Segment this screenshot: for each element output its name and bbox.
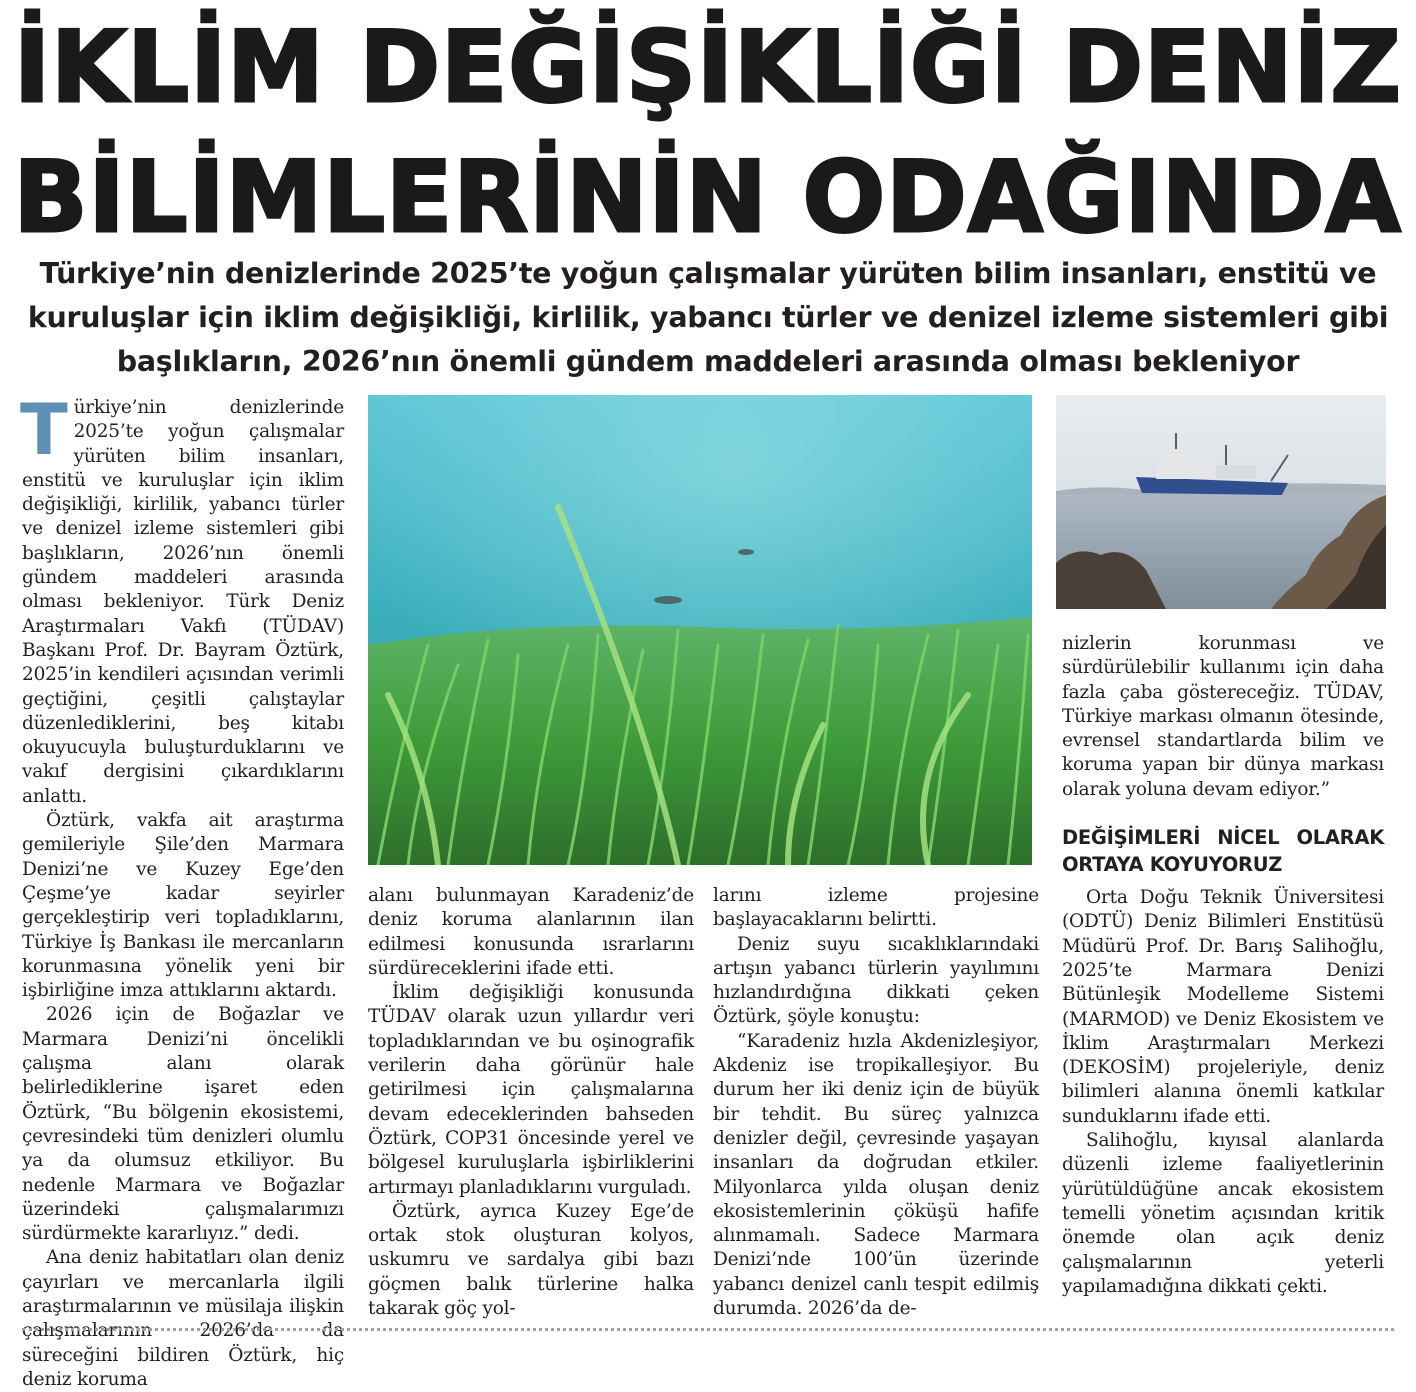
paragraph: 2026 için de Boğazlar ve Marmara Denizi’ni öncelikli çalışma alanı olarak belirlediklerine işaret eden Öztürk, “Bu bölgenin ekosistemi, çevresindeki tüm denizleri olumlu ya da olumsuz etkiliyor. Bu nedenle Marmara ve Boğazlar üzerindeki çalışmalarımızı sürdürmekte kararlıyız.” dedi. <box>22 1004 344 1245</box>
paragraph: “Karadeniz hızla Akdenizleşiyor, Akdeniz ise tropikalleşiyor. Bu durum her iki deniz için de büyük bir tehdit. Bu süreç yalnızca denizler değil, çevresinde yaşayan insanları da doğrudan etkiler. Milyonlarca yılda oluşan deniz ekosistemlerinin çöküşü hafife alınmamalı. Sadece Marmara Denizi’nde 100’ün üzerinde yabancı denizel canlı tespit edilmiş durumda. 2026’da de- <box>713 1030 1039 1320</box>
headline-line-2: BİLİMLERİNİN ODAĞINDA <box>13 141 1403 255</box>
paragraph: Öztürk, ayrıca Kuzey Ege’de ortak stok oluşturan kolyos, uskumru ve sardalya gibi bazı göçmen balık türlerine halka takarak göç yol- <box>368 1200 694 1320</box>
paragraph: alanı bulunmayan Karadeniz’de deniz koruma alanlarının ilan edilmesi konusunda ısrarlarını sürdüreceklerini ifade etti. <box>368 885 694 979</box>
paragraph: Ana deniz habitatları olan deniz çayırları ve mercanlarla ilgili araştırmalarının ve müsilaja ilişkin çalışmalarının 2026’da da süreceğini bildiren Öztürk, hiç deniz koruma <box>22 1247 344 1390</box>
drop-cap: T <box>20 389 68 471</box>
paragraph: Salihoğlu, kıyısal alanlarda düzenli izleme faaliyetlerinin yürütüldüğüne ancak ekosistem temelli yönetim açısından kritik önemde olan açık deniz çalışmalarının yeterli yapılamadığına dikkati çekti. <box>1062 1130 1384 1297</box>
article-column-1 <box>20 389 344 1392</box>
deck-line-3: başlıkların, 2026’nın önemli gündem maddeleri arasında olması bekleniyor <box>116 345 1300 378</box>
footer-divider <box>22 1328 1394 1331</box>
paragraph: Öztürk, vakfa ait araştırma gemileriyle Şile’den Marmara Denizi’ne ve Kuzey Ege’den Çeşme’ye kadar seyirler gerçekleştirip veri topladıklarını, Türkiye İş Bankası ile mercanların korunmasına yönelik yeni bir işbirliğine imza attıklarını aktardı. <box>22 810 344 1002</box>
seagrass-photo <box>368 395 1032 865</box>
headline-line-1: İKLİM DEĞİŞİKLİĞİ DENİZ <box>14 11 1402 125</box>
paragraph-text: ürkiye’nin denizlerinde 2025’te yoğun çalışmalar yürüten bilim insanları, enstitü ve kuruluşlar için iklim değişikliği, kirlilik, yabancı türler ve denizel izleme sistemleri gibi başlıkların, 2026’nın önemli gündem maddeleri arasında olması bekleniyor. Türk Deniz Araştırmaları Vakfı (TÜDAV) Başkanı Prof. Dr. Bayram Öztürk, 2025’in kendileri açısından verimli geçtiğini, çeşitli çalıştaylar düzenlediklerini, beş kitabı okuyucuyla buluşturduklarını ve vakıf dergisini çıkardıklarını anlattı. <box>22 397 344 807</box>
paragraph: İklim değişikliği konusunda TÜDAV olarak uzun yıllardır veri topladıklarından ve bu oşinografik verilerin daha görünür hale getirilmesi için çalışmalarına devam edeceklerinden bahseden Öztürk, COP31 öncesinde yerel ve bölgesel kuruluşlarla işbirliklerini artırmayı planladıklarını vurguladı. <box>368 982 694 1198</box>
section-subheading: DEĞİŞİMLERİ NİCEL OLARAK ORTAYA KOYUYORUZ <box>1062 826 1384 877</box>
deck-line-2: kuruluşlar için iklim değişikliği, kirlilik, yabancı türler ve denizel izleme sistemleri gibi <box>27 301 1389 334</box>
article-column-3 <box>713 884 1039 1321</box>
paragraph: Orta Doğu Teknik Üniversitesi (ODTÜ) Deniz Bilimleri Enstitüsü Müdürü Prof. Dr. Barış Salihoğlu, 2025’te Marmara Denizi Bütünleşik Modelleme Sistemi (MARMOD) ve Deniz Ekosistem ve İklim Araştırmaları Merkezi (DEKOSİM) projeleriyle, deniz bilimleri alanına önemli katkılar sunduklarını ifade etti. <box>1062 887 1384 1127</box>
paragraph: larını izleme projesine başlayacaklarını belirtti. <box>713 885 1039 931</box>
research-ship-photo <box>1056 395 1386 609</box>
article-deck <box>10 252 1406 384</box>
paragraph <box>20 389 344 809</box>
paragraph: nizlerin korunması ve sürdürülebilir kullanımı için daha fazla çaba göstereceğiz. TÜDAV, Türkiye markası olmanın ötesinde, evrensel standartlarda bilim ve koruma yapan bir dünya markası olarak yoluna devam ediyor.” <box>1062 633 1384 800</box>
deck-line-1: Türkiye’nin denizlerinde 2025’te yoğun çalışmalar yürüten bilim insanları, enstitü ve <box>39 257 1377 290</box>
article-column-4 <box>1062 632 1384 1299</box>
paragraph: Deniz suyu sıcaklıklarındaki artışın yabancı türlerin yayılımını hızlandırdığına dikkati çeken Öztürk, şöyle konuştu: <box>713 933 1039 1028</box>
article-column-2 <box>368 884 694 1321</box>
